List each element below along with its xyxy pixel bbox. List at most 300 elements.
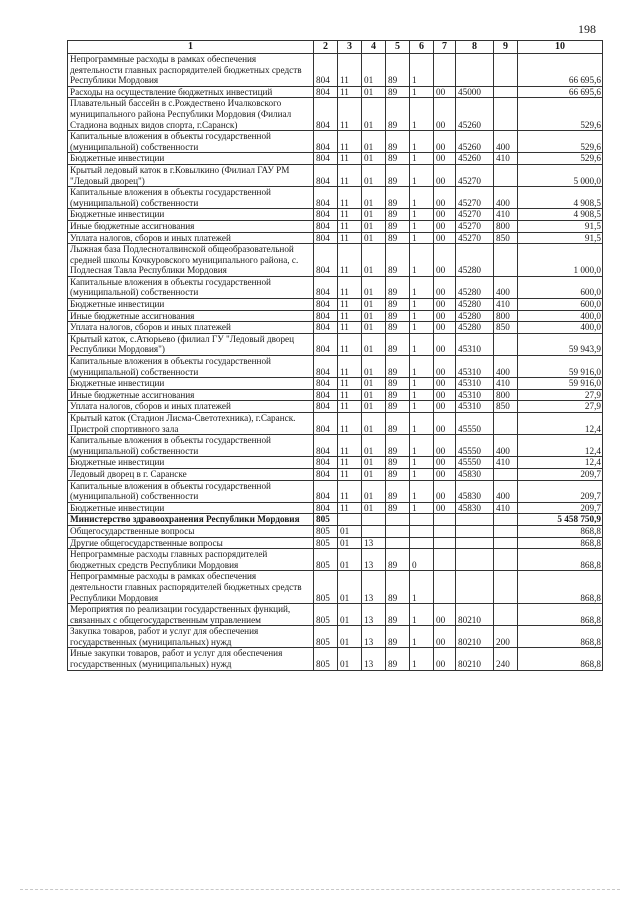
row-code-cell: 804 bbox=[314, 480, 338, 502]
row-code-cell: 45280 bbox=[456, 244, 494, 277]
row-code-cell bbox=[434, 525, 456, 537]
row-code-cell: 850 bbox=[494, 401, 518, 413]
row-code-cell: 01 bbox=[362, 378, 386, 390]
row-code-cell bbox=[494, 413, 518, 435]
row-code-cell: 89 bbox=[386, 435, 410, 457]
row-amount-cell: 400,0 bbox=[518, 322, 603, 334]
row-code-cell bbox=[494, 333, 518, 355]
row-amount-cell: 600,0 bbox=[518, 276, 603, 298]
row-amount-cell: 868,8 bbox=[518, 571, 603, 604]
row-code-cell: 1 bbox=[410, 356, 434, 378]
row-code-cell: 45260 bbox=[456, 131, 494, 153]
row-code-cell: 89 bbox=[386, 401, 410, 413]
row-code-cell: 1 bbox=[410, 232, 434, 244]
row-name-cell: Бюджетные инвестиции bbox=[68, 457, 314, 469]
row-code-cell: 410 bbox=[494, 299, 518, 311]
row-code-cell bbox=[456, 549, 494, 571]
row-code-cell: 805 bbox=[314, 537, 338, 549]
row-code-cell bbox=[494, 537, 518, 549]
table-row bbox=[68, 525, 603, 537]
row-code-cell: 1 bbox=[410, 164, 434, 186]
row-code-cell: 45280 bbox=[456, 310, 494, 322]
row-code-cell: 11 bbox=[338, 468, 362, 480]
row-code-cell: 01 bbox=[362, 164, 386, 186]
row-code-cell: 01 bbox=[362, 244, 386, 277]
header-col-6: 6 bbox=[410, 41, 434, 54]
row-code-cell bbox=[494, 514, 518, 526]
table-row bbox=[68, 571, 603, 604]
row-amount-cell: 529,6 bbox=[518, 131, 603, 153]
row-code-cell: 400 bbox=[494, 356, 518, 378]
row-code-cell bbox=[362, 514, 386, 526]
row-code-cell: 804 bbox=[314, 299, 338, 311]
row-code-cell bbox=[386, 514, 410, 526]
row-amount-cell: 600,0 bbox=[518, 299, 603, 311]
row-code-cell: 01 bbox=[362, 209, 386, 221]
row-code-cell: 01 bbox=[362, 54, 386, 87]
row-code-cell: 89 bbox=[386, 98, 410, 131]
row-code-cell: 1 bbox=[410, 378, 434, 390]
budget-table bbox=[67, 40, 603, 671]
row-code-cell: 1 bbox=[410, 98, 434, 131]
row-code-cell: 89 bbox=[386, 276, 410, 298]
row-code-cell: 01 bbox=[338, 648, 362, 670]
row-name-cell: Непрограммные расходы в рамках обеспечения деятельности главных распорядителей бюджетных средств Республики Мордовия bbox=[68, 54, 314, 87]
table-row bbox=[68, 244, 603, 277]
row-code-cell: 11 bbox=[338, 457, 362, 469]
row-name-cell: Бюджетные инвестиции bbox=[68, 378, 314, 390]
row-code-cell: 1 bbox=[410, 648, 434, 670]
row-code-cell: 45830 bbox=[456, 468, 494, 480]
row-code-cell: 01 bbox=[362, 187, 386, 209]
row-code-cell bbox=[494, 244, 518, 277]
row-code-cell: 00 bbox=[434, 220, 456, 232]
row-code-cell: 80210 bbox=[456, 604, 494, 626]
table-row bbox=[68, 389, 603, 401]
row-code-cell: 89 bbox=[386, 413, 410, 435]
row-code-cell: 13 bbox=[362, 549, 386, 571]
row-code-cell: 804 bbox=[314, 502, 338, 514]
row-name-cell: Капитальные вложения в объекты государственной (муниципальной) собственности bbox=[68, 435, 314, 457]
row-code-cell: 804 bbox=[314, 131, 338, 153]
row-code-cell: 89 bbox=[386, 54, 410, 87]
row-amount-cell: 12,4 bbox=[518, 413, 603, 435]
row-code-cell: 1 bbox=[410, 502, 434, 514]
row-code-cell: 00 bbox=[434, 98, 456, 131]
row-code-cell: 804 bbox=[314, 276, 338, 298]
row-code-cell bbox=[494, 571, 518, 604]
row-code-cell: 11 bbox=[338, 378, 362, 390]
row-amount-cell: 868,8 bbox=[518, 626, 603, 648]
row-code-cell: 01 bbox=[362, 220, 386, 232]
table-row bbox=[68, 131, 603, 153]
table-row bbox=[68, 153, 603, 165]
row-code-cell: 1 bbox=[410, 401, 434, 413]
row-code-cell: 01 bbox=[338, 626, 362, 648]
row-code-cell: 804 bbox=[314, 401, 338, 413]
row-code-cell: 01 bbox=[362, 356, 386, 378]
row-name-cell: Иные закупки товаров, работ и услуг для обеспечения государственных (муниципальных) нужд bbox=[68, 648, 314, 670]
row-code-cell: 804 bbox=[314, 322, 338, 334]
row-code-cell bbox=[410, 514, 434, 526]
row-name-cell: Капитальные вложения в объекты государственной (муниципальной) собственности bbox=[68, 276, 314, 298]
row-code-cell: 45310 bbox=[456, 356, 494, 378]
row-name-cell: Иные бюджетные ассигнования bbox=[68, 220, 314, 232]
row-code-cell: 1 bbox=[410, 131, 434, 153]
table-row bbox=[68, 413, 603, 435]
row-code-cell: 89 bbox=[386, 604, 410, 626]
row-name-cell: Иные бюджетные ассигнования bbox=[68, 389, 314, 401]
row-code-cell: 0 bbox=[410, 549, 434, 571]
row-code-cell: 11 bbox=[338, 480, 362, 502]
row-name-cell: Бюджетные инвестиции bbox=[68, 209, 314, 221]
row-code-cell: 89 bbox=[386, 356, 410, 378]
table-row bbox=[68, 604, 603, 626]
row-code-cell: 1 bbox=[410, 187, 434, 209]
row-amount-cell: 91,5 bbox=[518, 220, 603, 232]
row-code-cell: 805 bbox=[314, 648, 338, 670]
table-row bbox=[68, 209, 603, 221]
table-row bbox=[68, 356, 603, 378]
row-name-cell: Бюджетные инвестиции bbox=[68, 502, 314, 514]
table-row bbox=[68, 514, 603, 526]
row-code-cell: 01 bbox=[362, 389, 386, 401]
row-amount-cell: 59 943,9 bbox=[518, 333, 603, 355]
row-amount-cell: 4 908,5 bbox=[518, 187, 603, 209]
row-code-cell: 45270 bbox=[456, 164, 494, 186]
header-col-4: 4 bbox=[362, 41, 386, 54]
row-code-cell: 89 bbox=[386, 480, 410, 502]
row-code-cell: 01 bbox=[362, 401, 386, 413]
row-code-cell: 850 bbox=[494, 232, 518, 244]
row-code-cell: 00 bbox=[434, 164, 456, 186]
row-code-cell: 45260 bbox=[456, 98, 494, 131]
table-row bbox=[68, 164, 603, 186]
row-code-cell bbox=[456, 54, 494, 87]
row-code-cell: 00 bbox=[434, 435, 456, 457]
row-code-cell: 01 bbox=[362, 322, 386, 334]
row-code-cell bbox=[434, 537, 456, 549]
row-name-cell: Бюджетные инвестиции bbox=[68, 299, 314, 311]
row-code-cell: 00 bbox=[434, 131, 456, 153]
row-code-cell: 00 bbox=[434, 299, 456, 311]
row-code-cell: 89 bbox=[386, 299, 410, 311]
row-code-cell: 804 bbox=[314, 389, 338, 401]
row-code-cell: 00 bbox=[434, 401, 456, 413]
row-code-cell: 00 bbox=[434, 457, 456, 469]
row-code-cell: 400 bbox=[494, 435, 518, 457]
row-amount-cell: 91,5 bbox=[518, 232, 603, 244]
row-code-cell: 804 bbox=[314, 98, 338, 131]
page-bottom-rule bbox=[20, 889, 620, 890]
table-row bbox=[68, 232, 603, 244]
row-code-cell: 45830 bbox=[456, 480, 494, 502]
row-code-cell: 01 bbox=[362, 468, 386, 480]
row-code-cell: 11 bbox=[338, 322, 362, 334]
row-code-cell: 11 bbox=[338, 164, 362, 186]
row-code-cell: 80210 bbox=[456, 626, 494, 648]
table-row bbox=[68, 276, 603, 298]
row-amount-cell: 27,9 bbox=[518, 389, 603, 401]
row-name-cell: Уплата налогов, сборов и иных платежей bbox=[68, 401, 314, 413]
table-row bbox=[68, 54, 603, 87]
row-code-cell bbox=[456, 571, 494, 604]
row-code-cell bbox=[362, 525, 386, 537]
row-code-cell: 89 bbox=[386, 378, 410, 390]
row-code-cell: 11 bbox=[338, 244, 362, 277]
row-amount-cell: 868,8 bbox=[518, 525, 603, 537]
row-code-cell: 01 bbox=[338, 525, 362, 537]
row-amount-cell: 1 000,0 bbox=[518, 244, 603, 277]
row-code-cell: 01 bbox=[362, 232, 386, 244]
row-code-cell: 804 bbox=[314, 356, 338, 378]
row-code-cell: 804 bbox=[314, 457, 338, 469]
row-code-cell bbox=[338, 514, 362, 526]
row-amount-cell: 529,6 bbox=[518, 153, 603, 165]
row-code-cell: 410 bbox=[494, 457, 518, 469]
row-code-cell: 89 bbox=[386, 220, 410, 232]
row-code-cell: 00 bbox=[434, 356, 456, 378]
row-code-cell: 89 bbox=[386, 153, 410, 165]
row-code-cell: 13 bbox=[362, 571, 386, 604]
row-code-cell: 00 bbox=[434, 468, 456, 480]
row-code-cell bbox=[410, 537, 434, 549]
row-name-cell: Капитальные вложения в объекты государственной (муниципальной) собственности bbox=[68, 131, 314, 153]
row-code-cell: 1 bbox=[410, 322, 434, 334]
table-row bbox=[68, 299, 603, 311]
header-col-8: 8 bbox=[456, 41, 494, 54]
row-code-cell bbox=[456, 514, 494, 526]
row-code-cell: 1 bbox=[410, 413, 434, 435]
row-amount-cell: 868,8 bbox=[518, 604, 603, 626]
row-code-cell bbox=[456, 525, 494, 537]
row-name-cell: Бюджетные инвестиции bbox=[68, 153, 314, 165]
row-code-cell: 89 bbox=[386, 322, 410, 334]
row-code-cell: 01 bbox=[362, 86, 386, 98]
row-code-cell: 89 bbox=[386, 626, 410, 648]
row-code-cell: 01 bbox=[362, 153, 386, 165]
row-code-cell: 00 bbox=[434, 153, 456, 165]
row-code-cell: 13 bbox=[362, 648, 386, 670]
row-code-cell: 1 bbox=[410, 310, 434, 322]
row-code-cell: 45550 bbox=[456, 457, 494, 469]
row-code-cell: 1 bbox=[410, 457, 434, 469]
row-code-cell: 11 bbox=[338, 209, 362, 221]
row-code-cell: 01 bbox=[338, 549, 362, 571]
row-code-cell: 01 bbox=[362, 457, 386, 469]
row-code-cell: 00 bbox=[434, 502, 456, 514]
row-code-cell: 00 bbox=[434, 333, 456, 355]
row-amount-cell: 27,9 bbox=[518, 401, 603, 413]
row-code-cell: 45550 bbox=[456, 435, 494, 457]
row-name-cell: Капитальные вложения в объекты государственной (муниципальной) собственности bbox=[68, 187, 314, 209]
row-code-cell: 01 bbox=[362, 480, 386, 502]
row-name-cell: Иные бюджетные ассигнования bbox=[68, 310, 314, 322]
row-code-cell: 240 bbox=[494, 648, 518, 670]
row-code-cell: 11 bbox=[338, 502, 362, 514]
row-code-cell: 11 bbox=[338, 401, 362, 413]
row-amount-cell: 868,8 bbox=[518, 549, 603, 571]
row-code-cell: 89 bbox=[386, 164, 410, 186]
row-code-cell bbox=[410, 525, 434, 537]
row-code-cell bbox=[456, 537, 494, 549]
page-number: 198 bbox=[578, 22, 596, 36]
row-code-cell: 410 bbox=[494, 209, 518, 221]
row-code-cell: 1 bbox=[410, 209, 434, 221]
header-col-1: 1 bbox=[68, 41, 314, 54]
row-code-cell: 45280 bbox=[456, 276, 494, 298]
row-code-cell: 804 bbox=[314, 153, 338, 165]
row-name-cell: Уплата налогов, сборов и иных платежей bbox=[68, 232, 314, 244]
row-code-cell: 89 bbox=[386, 333, 410, 355]
row-code-cell: 804 bbox=[314, 54, 338, 87]
row-code-cell: 804 bbox=[314, 164, 338, 186]
row-name-cell: Другие общегосударственные вопросы bbox=[68, 537, 314, 549]
table-row bbox=[68, 468, 603, 480]
row-name-cell: Уплата налогов, сборов и иных платежей bbox=[68, 322, 314, 334]
table-row bbox=[68, 98, 603, 131]
row-code-cell: 00 bbox=[434, 209, 456, 221]
row-code-cell: 89 bbox=[386, 310, 410, 322]
row-code-cell: 45270 bbox=[456, 209, 494, 221]
row-amount-cell: 868,8 bbox=[518, 537, 603, 549]
row-code-cell bbox=[494, 164, 518, 186]
row-code-cell: 01 bbox=[362, 98, 386, 131]
row-code-cell: 804 bbox=[314, 232, 338, 244]
row-code-cell: 11 bbox=[338, 220, 362, 232]
row-code-cell: 11 bbox=[338, 276, 362, 298]
row-name-cell: Непрограммные расходы главных распорядителей бюджетных средств Республики Мордовия bbox=[68, 549, 314, 571]
row-code-cell: 804 bbox=[314, 333, 338, 355]
row-code-cell: 45310 bbox=[456, 401, 494, 413]
row-code-cell: 11 bbox=[338, 333, 362, 355]
row-code-cell: 1 bbox=[410, 571, 434, 604]
row-amount-cell: 12,4 bbox=[518, 435, 603, 457]
row-name-cell: Плавательный бассейн в с.Рождествено Ичалковского муниципального района Республики Мордовия (Филиал Стадиона водных видов спорта, г.Саранск) bbox=[68, 98, 314, 131]
row-code-cell: 1 bbox=[410, 153, 434, 165]
row-code-cell: 00 bbox=[434, 389, 456, 401]
table-row bbox=[68, 322, 603, 334]
header-col-9: 9 bbox=[494, 41, 518, 54]
row-code-cell: 804 bbox=[314, 435, 338, 457]
row-code-cell: 804 bbox=[314, 220, 338, 232]
row-code-cell bbox=[434, 571, 456, 604]
row-code-cell: 410 bbox=[494, 502, 518, 514]
row-code-cell: 805 bbox=[314, 571, 338, 604]
row-code-cell: 11 bbox=[338, 54, 362, 87]
row-code-cell: 400 bbox=[494, 187, 518, 209]
row-code-cell: 89 bbox=[386, 389, 410, 401]
row-code-cell: 00 bbox=[434, 187, 456, 209]
row-code-cell: 89 bbox=[386, 209, 410, 221]
row-amount-cell: 59 916,0 bbox=[518, 356, 603, 378]
row-code-cell: 89 bbox=[386, 549, 410, 571]
row-code-cell bbox=[494, 98, 518, 131]
row-code-cell bbox=[434, 549, 456, 571]
row-name-cell: Капитальные вложения в объекты государственной (муниципальной) собственности bbox=[68, 480, 314, 502]
row-name-cell: Министерство здравоохранения Республики Мордовия bbox=[68, 514, 314, 526]
row-name-cell: Лыжная база Подлесноталвинской общеобразовательной средней школы Кочкуровского муниципального района, с. Подлесная Тавла Республики Мордовия bbox=[68, 244, 314, 277]
row-code-cell bbox=[494, 54, 518, 87]
row-code-cell: 1 bbox=[410, 333, 434, 355]
row-code-cell: 804 bbox=[314, 310, 338, 322]
row-code-cell: 89 bbox=[386, 187, 410, 209]
row-code-cell: 00 bbox=[434, 626, 456, 648]
row-code-cell: 01 bbox=[362, 276, 386, 298]
row-code-cell: 89 bbox=[386, 244, 410, 277]
row-code-cell: 89 bbox=[386, 468, 410, 480]
row-name-cell: Закупка товаров, работ и услуг для обеспечения государственных (муниципальных) нужд bbox=[68, 626, 314, 648]
row-code-cell: 01 bbox=[362, 131, 386, 153]
row-code-cell: 89 bbox=[386, 86, 410, 98]
row-code-cell: 1 bbox=[410, 480, 434, 502]
row-code-cell: 01 bbox=[362, 310, 386, 322]
table-row bbox=[68, 401, 603, 413]
row-code-cell bbox=[494, 549, 518, 571]
row-code-cell: 00 bbox=[434, 86, 456, 98]
table-row bbox=[68, 480, 603, 502]
table-row bbox=[68, 220, 603, 232]
row-code-cell: 11 bbox=[338, 131, 362, 153]
row-code-cell: 11 bbox=[338, 310, 362, 322]
row-code-cell bbox=[386, 525, 410, 537]
row-code-cell: 805 bbox=[314, 604, 338, 626]
row-code-cell: 11 bbox=[338, 187, 362, 209]
row-code-cell: 00 bbox=[434, 322, 456, 334]
row-code-cell: 800 bbox=[494, 310, 518, 322]
row-code-cell: 1 bbox=[410, 220, 434, 232]
row-code-cell: 45280 bbox=[456, 322, 494, 334]
table-row bbox=[68, 333, 603, 355]
row-code-cell: 804 bbox=[314, 86, 338, 98]
row-code-cell: 805 bbox=[314, 525, 338, 537]
row-code-cell: 00 bbox=[434, 276, 456, 298]
row-code-cell: 89 bbox=[386, 232, 410, 244]
row-code-cell: 1 bbox=[410, 389, 434, 401]
row-code-cell bbox=[494, 604, 518, 626]
row-code-cell bbox=[494, 468, 518, 480]
row-amount-cell: 5 458 750,9 bbox=[518, 514, 603, 526]
row-name-cell: Крытый каток, с.Атюрьево (филиал ГУ "Ледовый дворец Республики Мордовия") bbox=[68, 333, 314, 355]
row-code-cell: 1 bbox=[410, 54, 434, 87]
row-code-cell: 01 bbox=[362, 435, 386, 457]
header-col-3: 3 bbox=[338, 41, 362, 54]
row-amount-cell: 66 695,6 bbox=[518, 86, 603, 98]
row-code-cell: 80210 bbox=[456, 648, 494, 670]
row-code-cell: 1 bbox=[410, 86, 434, 98]
row-name-cell: Капитальные вложения в объекты государственной (муниципальной) собственности bbox=[68, 356, 314, 378]
row-amount-cell: 209,7 bbox=[518, 480, 603, 502]
row-name-cell: Общегосударственные вопросы bbox=[68, 525, 314, 537]
row-code-cell: 45260 bbox=[456, 153, 494, 165]
table-row bbox=[68, 187, 603, 209]
row-amount-cell: 59 916,0 bbox=[518, 378, 603, 390]
row-code-cell: 45550 bbox=[456, 413, 494, 435]
row-code-cell: 800 bbox=[494, 389, 518, 401]
row-name-cell: Расходы на осуществление бюджетных инвестиций bbox=[68, 86, 314, 98]
row-code-cell: 01 bbox=[362, 502, 386, 514]
table-row bbox=[68, 626, 603, 648]
row-code-cell: 89 bbox=[386, 457, 410, 469]
table-row bbox=[68, 537, 603, 549]
row-name-cell: Непрограммные расходы в рамках обеспечения деятельности главных распорядителей бюджетных средств Республики Мордовия bbox=[68, 571, 314, 604]
row-code-cell: 45270 bbox=[456, 220, 494, 232]
row-code-cell bbox=[434, 54, 456, 87]
row-code-cell: 400 bbox=[494, 131, 518, 153]
row-code-cell: 1 bbox=[410, 244, 434, 277]
row-name-cell: Крытый каток (Стадион Лисма-Светотехника), г.Саранск. Пристрой спортивного зала bbox=[68, 413, 314, 435]
row-code-cell: 45830 bbox=[456, 502, 494, 514]
